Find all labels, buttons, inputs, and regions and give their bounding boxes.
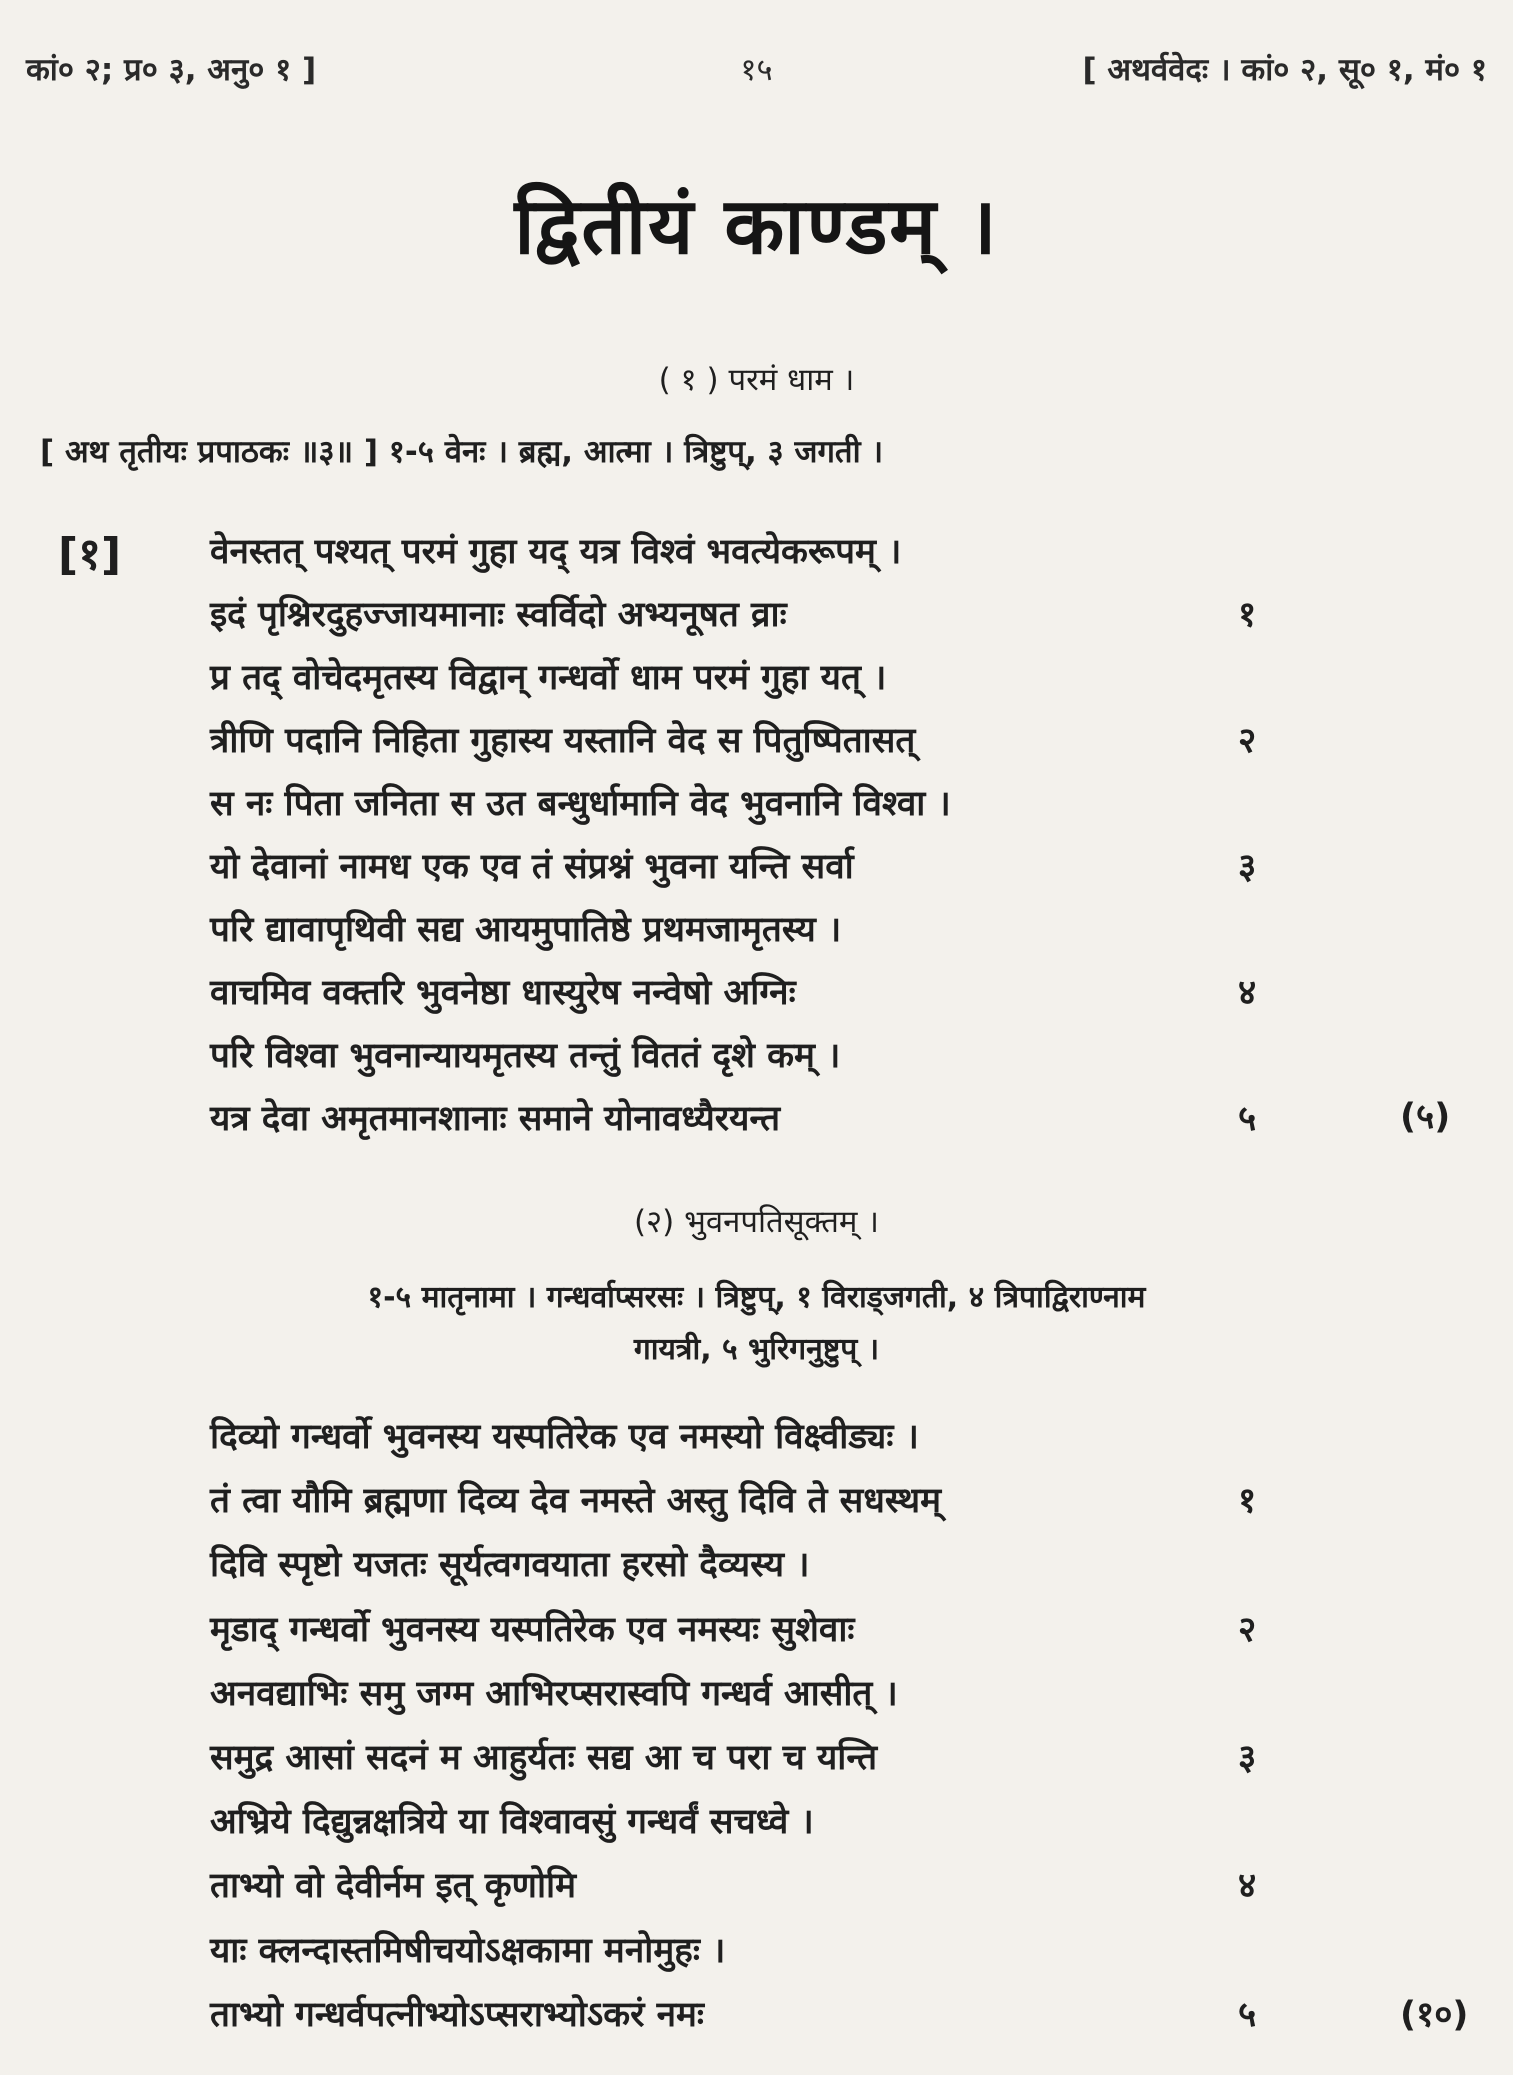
section2-line: समुद्र आसां सदनं म आहुर्यतः सद्य आ च परा च यन्ति xyxy=(210,1738,878,1778)
section-marker: [१] xyxy=(58,529,122,580)
section2-verse-number: ३ xyxy=(1238,1738,1257,1778)
page-title: द्वितीयं काण्डम् । xyxy=(514,182,999,272)
section2-heading: (२) भुवनपतिसूक्तम् । xyxy=(633,1204,880,1240)
page-number: १५ xyxy=(740,52,773,88)
section1-verse-number: १ xyxy=(1238,595,1257,635)
section1-line: इदं पृश्निरदुहज्जायमानाः स्वर्विदो अभ्यनूषत व्राः xyxy=(210,595,787,635)
section2-line: तं त्वा यौमि ब्रह्मणा दिव्य देव नमस्ते अस्तु दिवि ते सधस्थम् xyxy=(210,1481,942,1522)
section2-line: ताभ्यो वो देवीर्नम इत् कृणोमि xyxy=(210,1866,577,1907)
section2-verse-number: १ xyxy=(1238,1481,1257,1522)
section1-line: परि विश्वा भुवनान्यायमृतस्य तन्तुं विततं दृशे कम् । xyxy=(210,1036,841,1076)
section2-verse-number: ५ xyxy=(1238,1994,1257,2035)
section2-line: दिव्यो गन्धर्वो भुवनस्य यस्पतिरेक एव नमस्यो विक्ष्वीड्यः । xyxy=(210,1417,919,1457)
section1-line: यो देवानां नामध एक एव तं संप्रश्नं भुवना यन्ति सर्वा xyxy=(210,847,854,887)
section1-line: वेनस्तत् पश्यत् परमं गुहा यद् यत्र विश्वं भवत्येकरूपम् । xyxy=(210,532,902,572)
section1-line: यत्र देवा अमृतमानशानाः समाने योनावध्यैरयन्त xyxy=(210,1099,781,1139)
section1-total: (५) xyxy=(1400,1097,1451,1137)
section2-meta-line2: गायत्री, ५ भुरिगनुष्टुप् । xyxy=(633,1332,880,1367)
header-left: कां० २; प्र० ३, अनु० १ ] xyxy=(26,52,317,88)
section2-line: दिवि स्पृष्टो यजतः सूर्यत्वगवयाता हरसो दैव्यस्य । xyxy=(210,1545,810,1586)
section2-line: अभ्रिये दिद्युन्नक्षत्रिये या विश्वावसुं गन्धर्वं सचध्वे । xyxy=(210,1802,814,1843)
section2-line: ताभ्यो गन्धर्वपत्नीभ्योऽप्सराभ्योऽकरं नमः xyxy=(210,1994,705,2035)
section2-line: याः क्लन्दास्तमिषीचयोऽक्षकामा मनोमुहः । xyxy=(210,1930,726,1971)
section2-verse-number: २ xyxy=(1238,1609,1257,1650)
section2-meta-line1: १-५ मातृनामा । गन्धर्वाप्सरसः । त्रिष्टुप्, १ विराड्जगती, ४ त्रिपाद्विराण्नाम xyxy=(367,1280,1146,1315)
section2-line: मृडाद् गन्धर्वो भुवनस्य यस्पतिरेक एव नमस्यः सुशेवाः xyxy=(210,1609,855,1650)
section1-verse-number: ५ xyxy=(1238,1099,1257,1139)
section1-line: स नः पिता जनिता स उत बन्धुर्धामानि वेद भुवनानि विश्वा । xyxy=(210,784,951,824)
section1-line: प्र तद् वोचेदमृतस्य विद्वान् गन्धर्वो धाम परमं गुहा यत् । xyxy=(210,658,887,698)
section1-verse-number: २ xyxy=(1238,721,1257,761)
section1-meta: [ अथ तृतीयः प्रपाठकः ॥३॥ ] १-५ वेनः । ब्रह्म, आत्मा । त्रिष्टुप्, ३ जगती । xyxy=(40,434,884,470)
section1-heading: ( १ ) परमं धाम । xyxy=(658,362,855,398)
section2-verse-number: ४ xyxy=(1238,1866,1257,1907)
section1-line: त्रीणि पदानि निहिता गुहास्य यस्तानि वेद स पितुष्पितासत् xyxy=(210,721,916,761)
section1-line: परि द्यावापृथिवी सद्य आयमुपातिष्ठे प्रथमजामृतस्य । xyxy=(210,910,842,950)
section2-total: (१०) xyxy=(1400,1995,1469,2035)
section1-line: वाचमिव वक्तरि भुवनेष्ठा धास्युरेष नन्वेषो अग्निः xyxy=(210,973,796,1013)
section2-line: अनवद्याभिः समु जग्म आभिरप्सरास्वपि गन्धर्व आसीत् । xyxy=(210,1673,898,1714)
section1-verse-number: ४ xyxy=(1238,973,1257,1013)
header-right: [ अथर्ववेदः । कां० २, सू० १, मं० १ xyxy=(1082,52,1487,88)
section1-verse-number: ३ xyxy=(1238,847,1257,887)
